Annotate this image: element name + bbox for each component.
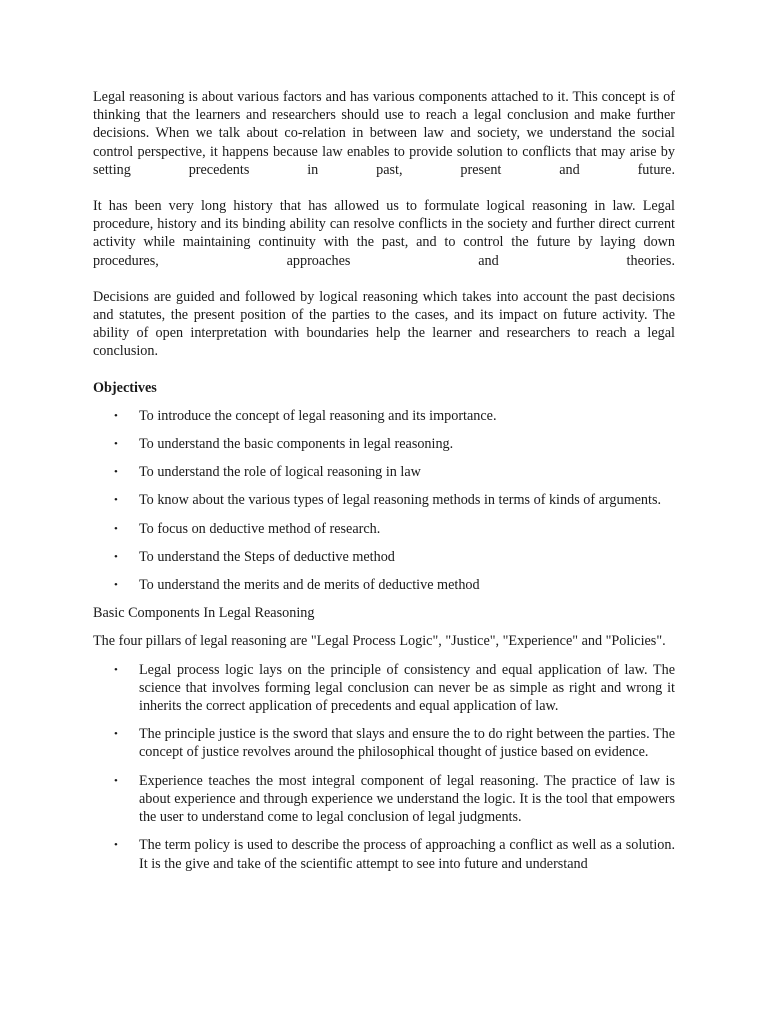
list-item	[93, 725, 675, 761]
list-item-text: The term policy is used to describe the process of approaching a conflict as well as a solution. It is the give and take of the scientific attempt to see into future and understand	[139, 837, 675, 872]
list-item-text: To know about the various types of legal reasoning methods in terms of kinds of arguments.	[139, 492, 662, 509]
bullet-icon: •	[114, 728, 118, 741]
list-item	[93, 576, 675, 594]
paragraph-gap	[93, 651, 675, 661]
objectives-heading: Objectives	[93, 379, 157, 396]
heading-gap	[93, 622, 675, 632]
paragraph-gap	[93, 361, 675, 379]
list-item-text: To understand the basic components in legal reasoning.	[139, 436, 454, 453]
list-item-text: To introduce the concept of legal reasoning and its importance.	[139, 407, 497, 424]
list-item	[93, 520, 675, 538]
bullet-icon: •	[114, 522, 118, 535]
list-item-text: To understand the role of logical reasoning in law	[139, 464, 421, 481]
list-item-text: To focus on deductive method of research.	[139, 520, 381, 537]
heading-gap	[93, 397, 675, 407]
intro-paragraph-3: Decisions are guided and followed by logical reasoning which takes into account the past decisions and statutes, the present position of the parties to the cases, and its impact on future activity. The ability of open interpretation with boundaries help the learner and researchers to reach a legal conclusion.	[93, 288, 675, 360]
bullet-icon: •	[114, 550, 118, 563]
bullet-icon: •	[114, 663, 118, 676]
intro-paragraph-2: It has been very long history that has allowed us to formulate logical reasoning in law. Legal procedure, history and its binding ability can resolve conflicts in the society and further direct current activity while maintaining continuity with the past, and to control the future by laying down procedures, approaches and theories.	[93, 198, 675, 269]
bullet-icon: •	[114, 494, 118, 507]
objectives-list	[93, 407, 675, 594]
bullet-icon: •	[114, 409, 118, 422]
bullet-icon: •	[114, 438, 118, 451]
list-item	[93, 548, 675, 566]
pillars-list	[93, 661, 675, 873]
document-body	[93, 88, 675, 883]
list-item-text: Experience teaches the most integral component of legal reasoning. The practice of law is about experience and through experience we understand the logic. It is the tool that empowers the user to understand come to legal conclusion of legal judgments.	[139, 772, 675, 826]
bullet-icon: •	[114, 466, 118, 479]
list-item-text: Legal process logic lays on the principle of consistency and equal application of law. The science that involves forming legal conclusion can never be as simple as right and wrong it inherits the correct application of precedents and equal application of law.	[139, 661, 675, 715]
list-item	[93, 407, 675, 425]
paragraph-gap	[93, 179, 675, 197]
list-item	[93, 491, 675, 509]
bullet-icon: •	[114, 839, 118, 852]
list-item	[93, 661, 675, 716]
list-item-text: The principle justice is the sword that slays and ensure the to do right between the parties. The concept of justice revolves around the philosophical thought of justice based on evidence.	[139, 726, 675, 761]
list-item	[93, 772, 675, 827]
components-intro: The four pillars of legal reasoning are "Legal Process Logic", "Justice", "Experience" and "Policies".	[93, 633, 666, 650]
paragraph-gap	[93, 270, 675, 288]
bullet-icon: •	[114, 579, 118, 592]
list-item	[93, 435, 675, 453]
bullet-icon: •	[114, 774, 118, 787]
list-item	[93, 463, 675, 481]
list-item-text: To understand the merits and de merits of deductive method	[139, 577, 480, 594]
components-heading: Basic Components In Legal Reasoning	[93, 605, 315, 622]
intro-paragraph-1: Legal reasoning is about various factors and has various components attached to it. This concept is of thinking that the learners and researchers should use to reach a legal conclusion and make further decisions. When we talk about co-relation in between law and society, we understand the social control perspective, it happens because law enables to provide solution to conflicts that may arise by setting precedents in past, present and future.	[93, 89, 675, 178]
list-item	[93, 836, 675, 872]
list-item-text: To understand the Steps of deductive method	[139, 548, 395, 565]
